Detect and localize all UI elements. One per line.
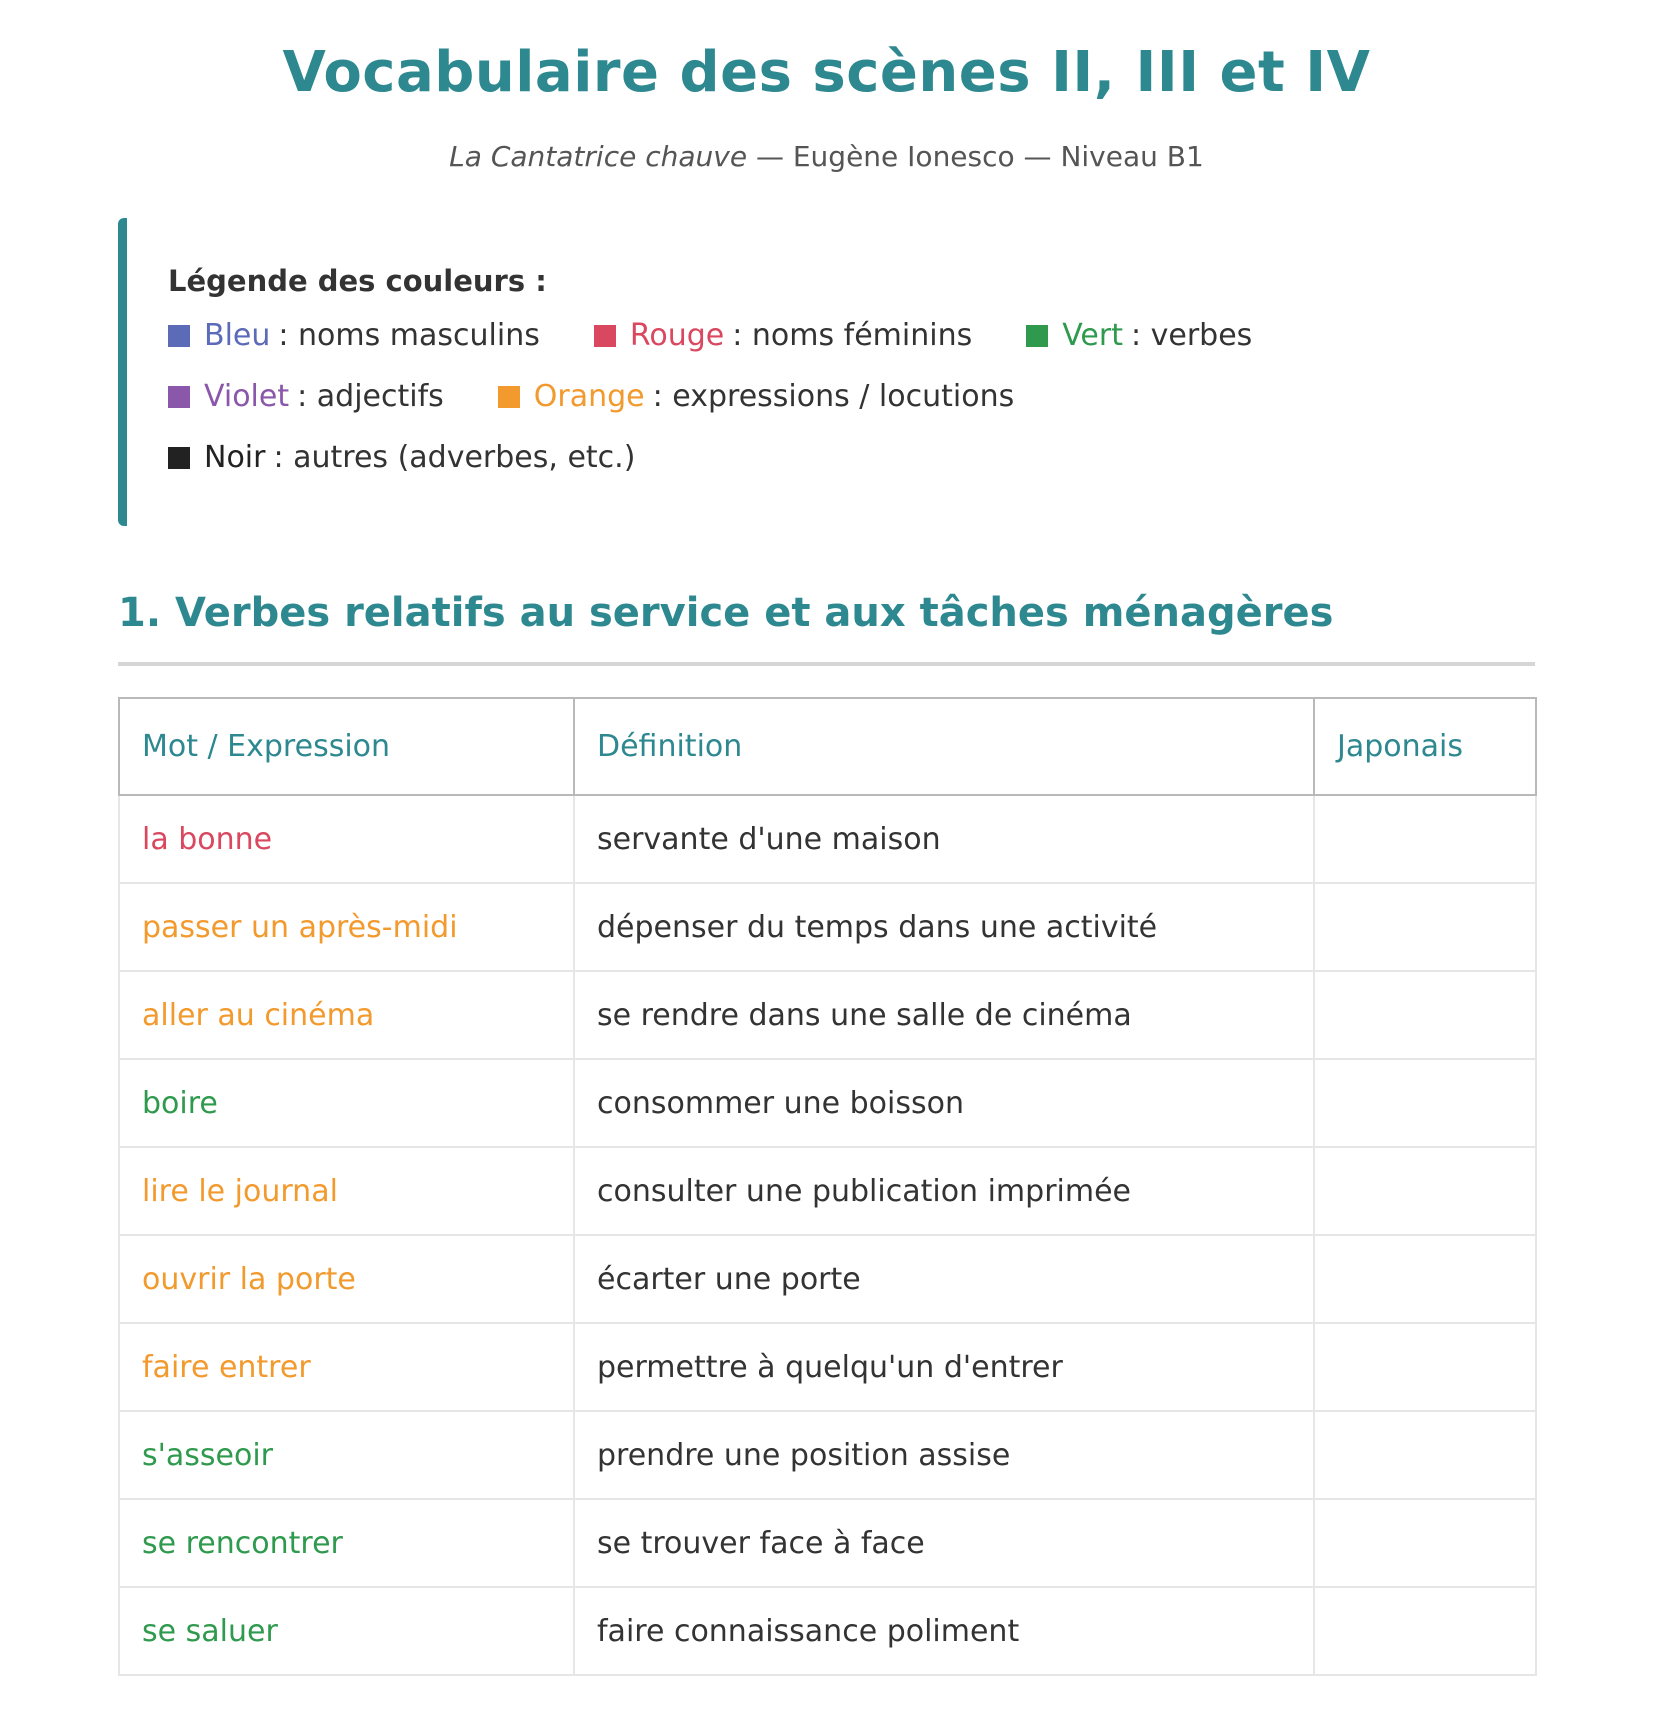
table-row xyxy=(119,971,1536,1059)
vocab-japanese xyxy=(1314,1499,1536,1587)
vocab-word: ouvrir la porte xyxy=(119,1235,574,1323)
vocab-definition: servante d'une maison xyxy=(574,795,1314,883)
legend-separator: : xyxy=(1130,318,1142,353)
vocab-word: la bonne xyxy=(119,795,574,883)
black-swatch-icon xyxy=(168,447,190,469)
legend-desc: verbes xyxy=(1150,318,1253,353)
vocab-word: s'asseoir xyxy=(119,1411,574,1499)
legend-item-violet xyxy=(168,379,444,414)
page-title: Vocabulaire des scènes II, III et IV xyxy=(282,40,1371,105)
vocab-japanese xyxy=(1314,883,1536,971)
legend-separator: : xyxy=(273,440,284,475)
section-title: 1. Verbes relatifs au service et aux tâches ménagères xyxy=(118,590,1334,636)
legend-row xyxy=(168,379,1068,414)
orange-swatch-icon xyxy=(498,386,520,408)
legend-row xyxy=(168,318,1306,353)
vocab-definition: consulter une publication imprimée xyxy=(574,1147,1314,1235)
vocab-definition: faire connaissance poliment xyxy=(574,1587,1314,1675)
vocab-definition: dépenser du temps dans une activité xyxy=(574,883,1314,971)
table-row xyxy=(119,883,1536,971)
legend-desc: noms masculins xyxy=(298,318,540,353)
vocab-word: aller au cinéma xyxy=(119,971,574,1059)
legend-desc: expressions / locutions xyxy=(672,379,1015,414)
vocab-definition: consommer une boisson xyxy=(574,1059,1314,1147)
legend-desc: adjectifs xyxy=(316,379,444,414)
blue-swatch-icon xyxy=(168,325,190,347)
vocab-japanese xyxy=(1314,971,1536,1059)
table-row xyxy=(119,1411,1536,1499)
legend-title: Légende des couleurs : xyxy=(168,264,547,298)
vocab-japanese xyxy=(1314,1235,1536,1323)
vocab-japanese xyxy=(1314,1411,1536,1499)
vocab-japanese xyxy=(1314,1147,1536,1235)
vocab-definition: prendre une position assise xyxy=(574,1411,1314,1499)
vocab-japanese xyxy=(1314,1059,1536,1147)
vocab-word: se saluer xyxy=(119,1587,574,1675)
legend-item-orange xyxy=(498,379,1014,414)
table-row xyxy=(119,1499,1536,1587)
legend-item-red xyxy=(594,318,972,353)
vocab-definition: permettre à quelqu'un d'entrer xyxy=(574,1323,1314,1411)
legend-name: Orange xyxy=(533,379,645,414)
vocab-word: faire entrer xyxy=(119,1323,574,1411)
legend-name: Rouge xyxy=(629,318,725,353)
vocab-word: passer un après-midi xyxy=(119,883,574,971)
violet-swatch-icon xyxy=(168,386,190,408)
vocab-word: se rencontrer xyxy=(119,1499,574,1587)
legend-row xyxy=(168,440,689,475)
table-row xyxy=(119,1147,1536,1235)
green-swatch-icon xyxy=(1026,325,1048,347)
table-body xyxy=(119,795,1536,1675)
vocab-definition: se rendre dans une salle de cinéma xyxy=(574,971,1314,1059)
legend-item-blue xyxy=(168,318,540,353)
legend-separator: : xyxy=(732,318,743,353)
subtitle-author-level: — Eugène Ionesco — Niveau B1 xyxy=(747,140,1204,173)
table-header-row xyxy=(119,698,1536,795)
legend-item-black xyxy=(168,440,635,475)
table-row xyxy=(119,1323,1536,1411)
vocab-definition: se trouver face à face xyxy=(574,1499,1314,1587)
subtitle-work-title: La Cantatrice chauve xyxy=(449,140,748,173)
legend-name: Bleu xyxy=(204,318,271,353)
column-header-definition: Définition xyxy=(574,698,1314,795)
color-legend xyxy=(118,218,1538,526)
vocab-japanese xyxy=(1314,1587,1536,1675)
vocabulary-table xyxy=(118,697,1537,1676)
legend-name: Noir xyxy=(204,440,266,475)
vocab-japanese xyxy=(1314,1323,1536,1411)
table-row xyxy=(119,1059,1536,1147)
legend-item-green xyxy=(1026,318,1252,353)
legend-desc: noms féminins xyxy=(751,318,973,353)
legend-desc: autres (adverbes, etc.) xyxy=(293,440,636,475)
column-header-japanese: Japonais xyxy=(1314,698,1536,795)
table-row xyxy=(119,795,1536,883)
vocab-word: boire xyxy=(119,1059,574,1147)
vocab-japanese xyxy=(1314,795,1536,883)
legend-separator: : xyxy=(297,379,308,414)
legend-name: Vert xyxy=(1062,318,1123,353)
column-header-word: Mot / Expression xyxy=(119,698,574,795)
subtitle xyxy=(0,140,1653,173)
section-divider xyxy=(118,662,1535,666)
legend-separator: : xyxy=(652,379,663,414)
vocab-definition: écarter une porte xyxy=(574,1235,1314,1323)
red-swatch-icon xyxy=(594,325,616,347)
table-row xyxy=(119,1587,1536,1675)
legend-separator: : xyxy=(278,318,289,353)
vocab-word: lire le journal xyxy=(119,1147,574,1235)
legend-name: Violet xyxy=(204,379,290,414)
table-row xyxy=(119,1235,1536,1323)
